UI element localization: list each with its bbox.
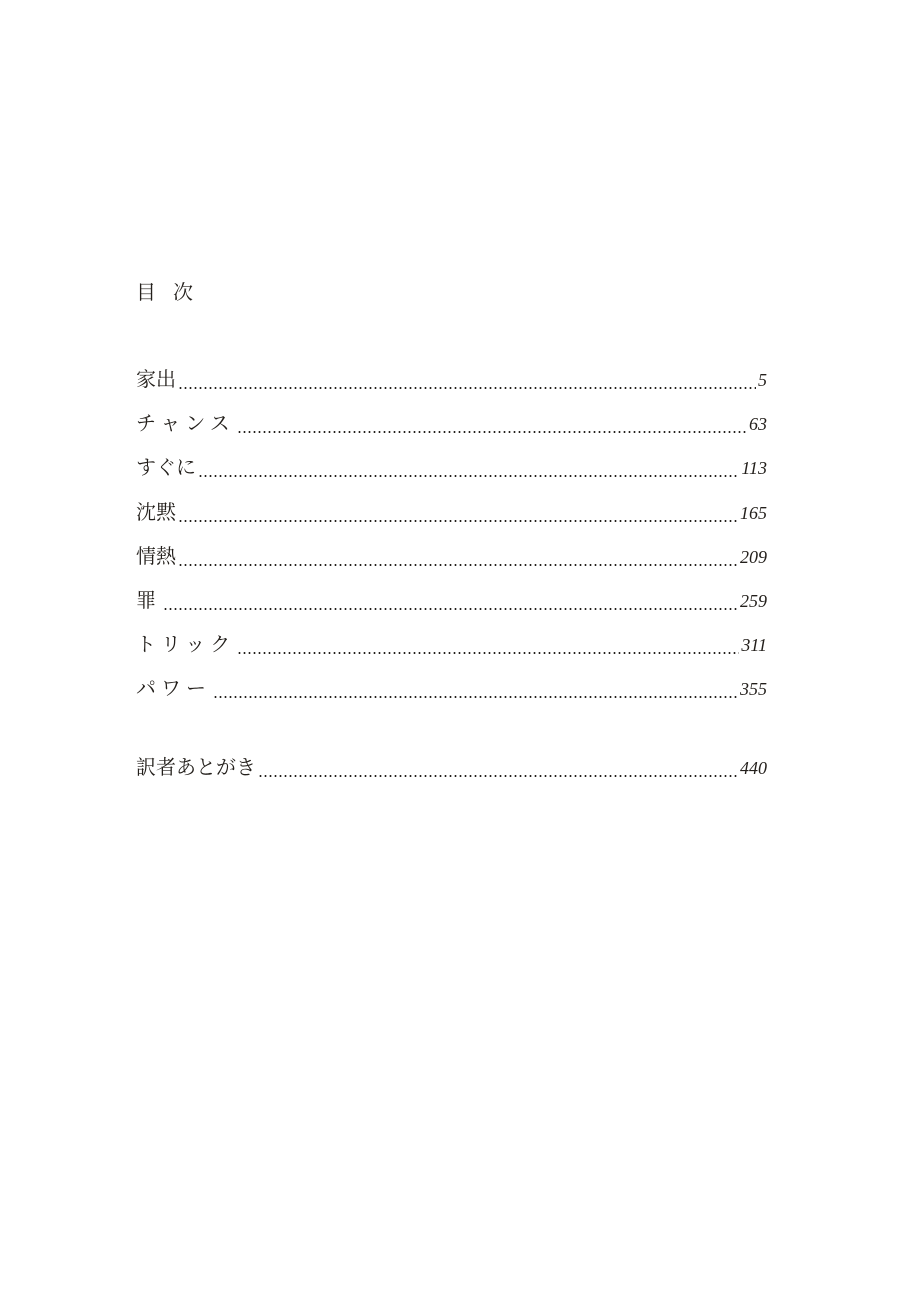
toc-entry: [136, 451, 767, 495]
toc-entry-page: 113: [741, 458, 767, 479]
toc-dot-leader: [213, 696, 738, 698]
toc-entry-title: パワー: [136, 676, 211, 701]
toc-entry-title: 罪: [136, 587, 161, 612]
toc-entry-page: 355: [740, 679, 767, 700]
toc-entry-page: 311: [741, 635, 767, 656]
toc-entry-title: トリック: [136, 632, 236, 657]
toc-entry: [136, 407, 767, 451]
toc-dot-leader: [178, 564, 738, 566]
toc-entry-title: すぐに: [136, 455, 196, 480]
toc-entry-page: 5: [758, 370, 767, 390]
toc-entry-title: 家出: [136, 367, 176, 391]
toc-dot-leader: [178, 387, 756, 389]
toc-entry: [136, 672, 767, 716]
toc-entry-page: 165: [740, 502, 767, 523]
toc-entry-page: 440: [740, 757, 767, 778]
toc-dot-leader: [178, 520, 738, 522]
toc-dot-leader: [258, 775, 738, 777]
toc-entry-title: 訳者あとがき: [136, 754, 256, 779]
toc-entry-title: 情熱: [136, 543, 176, 568]
toc-entry: [136, 496, 767, 540]
toc-entry-title: 沈黙: [136, 499, 176, 524]
toc-entry: [136, 540, 767, 584]
toc-entry-title: チャンス: [136, 411, 235, 436]
toc-list: [136, 363, 767, 795]
toc-entry-page: 259: [740, 590, 767, 611]
toc-dot-leader: [163, 608, 738, 610]
toc-dot-leader: [237, 652, 739, 654]
toc-heading: 目次: [136, 280, 210, 304]
toc-dot-leader: [198, 475, 739, 477]
toc-entry: [136, 363, 767, 407]
toc-entry: [136, 628, 767, 672]
toc-entry-afterword: [136, 751, 767, 795]
toc-dot-leader: [237, 431, 747, 433]
toc-entry: [136, 584, 767, 628]
toc-entry-page: 63: [749, 414, 767, 435]
toc-entry-page: 209: [740, 546, 767, 567]
